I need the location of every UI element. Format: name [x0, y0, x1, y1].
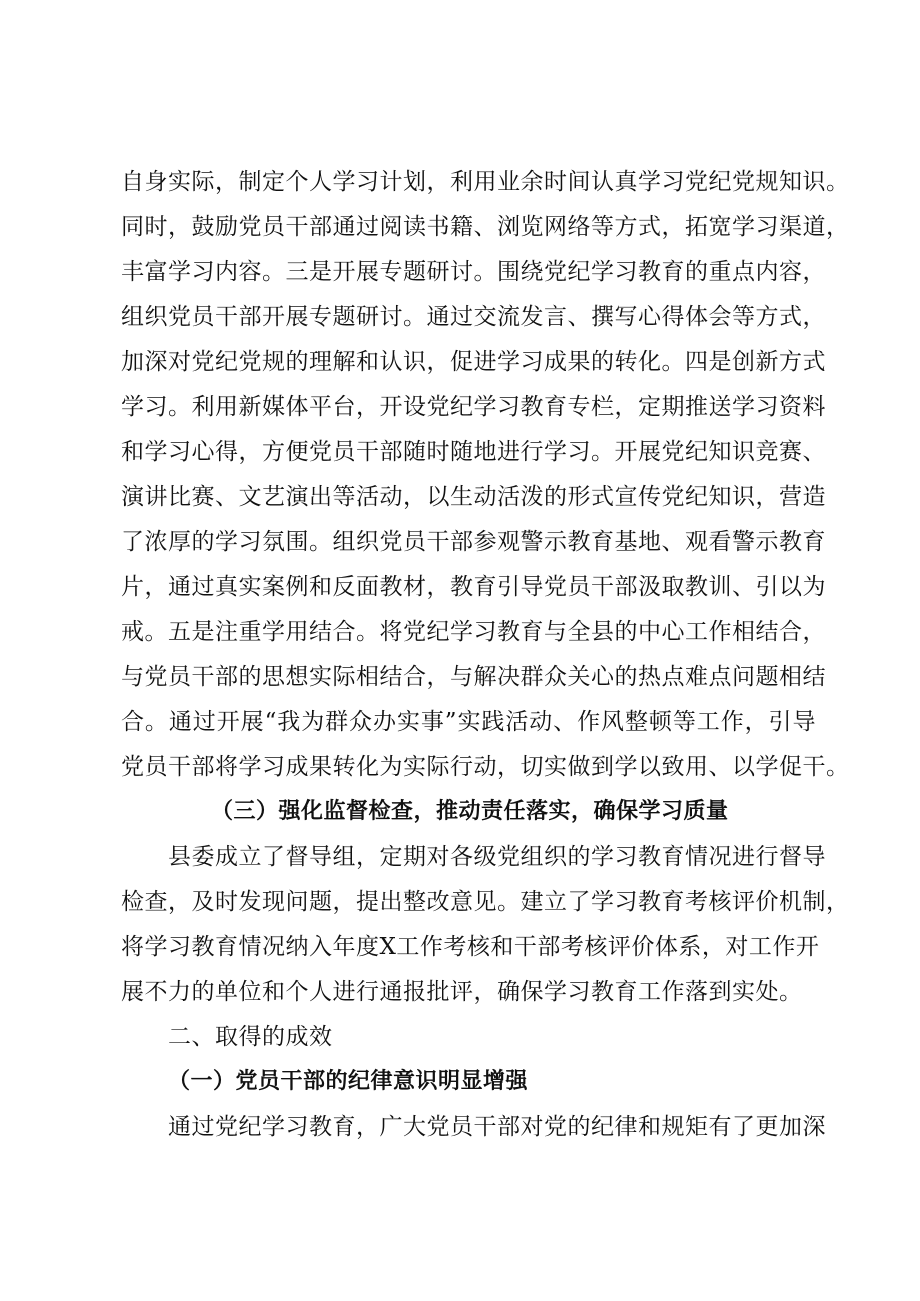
paragraph-line: 县委成立了督导组，定期对各级党组织的学习教育情况进行督导	[168, 844, 826, 870]
subsection-heading: （一）党员干部的纪律意识明显增强	[168, 1069, 529, 1094]
paragraph-line: 丰富学习内容。三是开展专题研讨。围绕党纪学习教育的重点内容，	[121, 259, 826, 285]
paragraph-line: 学习。利用新媒体平台，开设党纪学习教育专栏，定期推送学习资料	[121, 394, 826, 420]
paragraph-line: 了浓厚的学习氛围。组织党员干部参观警示教育基地、观看警示教育	[121, 529, 826, 555]
paragraph-line: 加深对党纪党规的理解和认识，促进学习成果的转化。四是创新方式	[121, 349, 826, 375]
paragraph-line: 片，通过真实案例和反面教材，教育引导党员干部汲取教训、引以为	[121, 574, 826, 600]
paragraph-line: 和学习心得，方便党员干部随时随地进行学习。开展党纪知识竞赛、	[121, 439, 826, 465]
paragraph-line: 党员干部将学习成果转化为实际行动，切实做到学以致用、以学促干。	[121, 754, 850, 780]
paragraph-line: 同时，鼓励党员干部通过阅读书籍、浏览网络等方式，拓宽学习渠道，	[121, 214, 850, 240]
paragraph-line: 戒。五是注重学用结合。将党纪学习教育与全县的中心工作相结合，	[121, 619, 826, 645]
paragraph-line: 与党员干部的思想实际相结合，与解决群众关心的热点难点问题相结	[121, 664, 826, 690]
paragraph-line: 合。通过开展“我为群众办实事”实践活动、作风整顿等工作，引导	[121, 709, 816, 735]
section-heading-2: 二、取得的成效	[168, 1024, 333, 1050]
paragraph-line: 检查，及时发现问题，提出整改意见。建立了学习教育考核评价机制，	[121, 889, 850, 915]
paragraph-line: 演讲比赛、文艺演出等活动，以生动活泼的形式宣传党纪知识，营造	[121, 484, 826, 510]
paragraph-line: 通过党纪学习教育，广大党员干部对党的纪律和规矩有了更加深	[168, 1114, 826, 1140]
section-heading-3: （三）强化监督检查，推动责任落实，确保学习质量	[211, 799, 729, 824]
paragraph-line: 自身实际，制定个人学习计划，利用业余时间认真学习党纪党规知识。	[121, 169, 850, 195]
paragraph-line: 组织党员干部开展专题研讨。通过交流发言、撰写心得体会等方式，	[121, 304, 826, 330]
paragraph-line: 将学习教育情况纳入年度X工作考核和干部考核评价体系，对工作开	[121, 934, 820, 960]
paragraph-line: 展不力的单位和个人进行通报批评，确保学习教育工作落到实处。	[121, 979, 803, 1005]
